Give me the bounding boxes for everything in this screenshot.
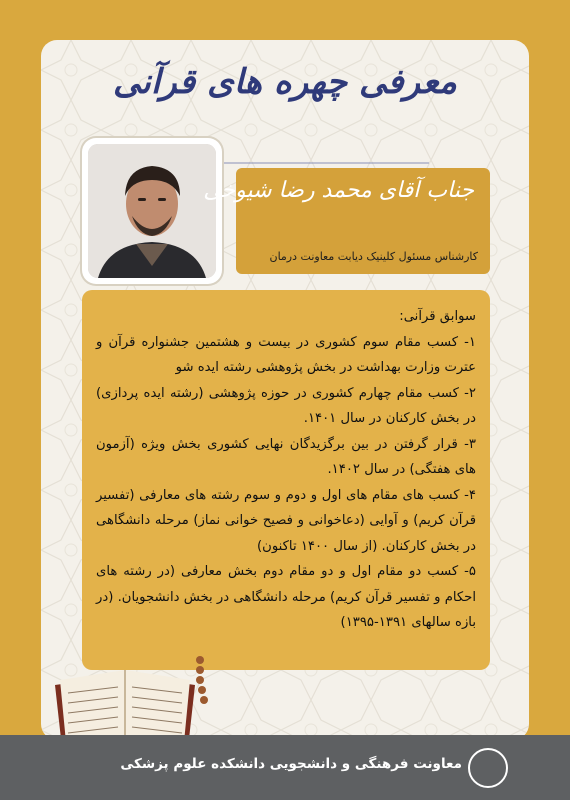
profile-photo-frame (82, 138, 222, 284)
page-title: معرفی چهره های قرآنی (113, 62, 457, 102)
achievements-heading: سوابق قرآنی: (399, 309, 476, 324)
person-avatar-icon (88, 144, 216, 278)
profile-photo (88, 144, 216, 278)
footer-organization: معاونت فرهنگی و دانشجویی دانشکده علوم پزشکی (120, 756, 462, 772)
person-position: کارشناس مسئول کلینیک دیابت معاونت درمان (269, 250, 478, 263)
university-logo-icon (468, 748, 508, 788)
achievement-item: ۳- قرار گرفتن در بین برگزیدگان نهایی کشوری بخش ویژه (آزمون های هفتگی) در سال ۱۴۰۲. (96, 436, 476, 477)
achievements-list (96, 304, 476, 636)
achievement-item: ۱- کسب مقام سوم کشوری در بیست و هشتمین جشنواره قرآن و عترت وزارت بهداشت در بخش پژوهشی رشته ایده شو (96, 334, 476, 375)
achievements-box (82, 290, 490, 670)
footer-bar (0, 735, 570, 800)
name-card (203, 168, 490, 274)
achievement-item: ۵- کسب دو مقام اول و دو مقام دوم بخش معارفی (در رشته های احکام و تفسیر قرآن کریم) مرحله دانشگاهی در بخش دانشجویان. (در بازه سالهای ۱۳۹۱-۱۳۹۵) (96, 564, 476, 630)
achievement-item: ۴- کسب های مقام های اول و دوم و سوم رشته های معارفی (تفسیر قرآن کریم) و آوایی (دعاخوانی و فصیح خوانی نماز) مرحله دانشگاهی در بخش کارکنان. (از سال ۱۴۰۰ تاکنون) (96, 487, 476, 554)
achievement-item: ۲- کسب مقام چهارم کشوری در حوزه پژوهشی (رشته ایده پردازی) در بخش کارکنان در سال ۱۴۰۱. (96, 385, 476, 426)
person-name: جناب آقای محمد رضا شیوخی (203, 178, 474, 203)
title-underline (219, 162, 429, 164)
